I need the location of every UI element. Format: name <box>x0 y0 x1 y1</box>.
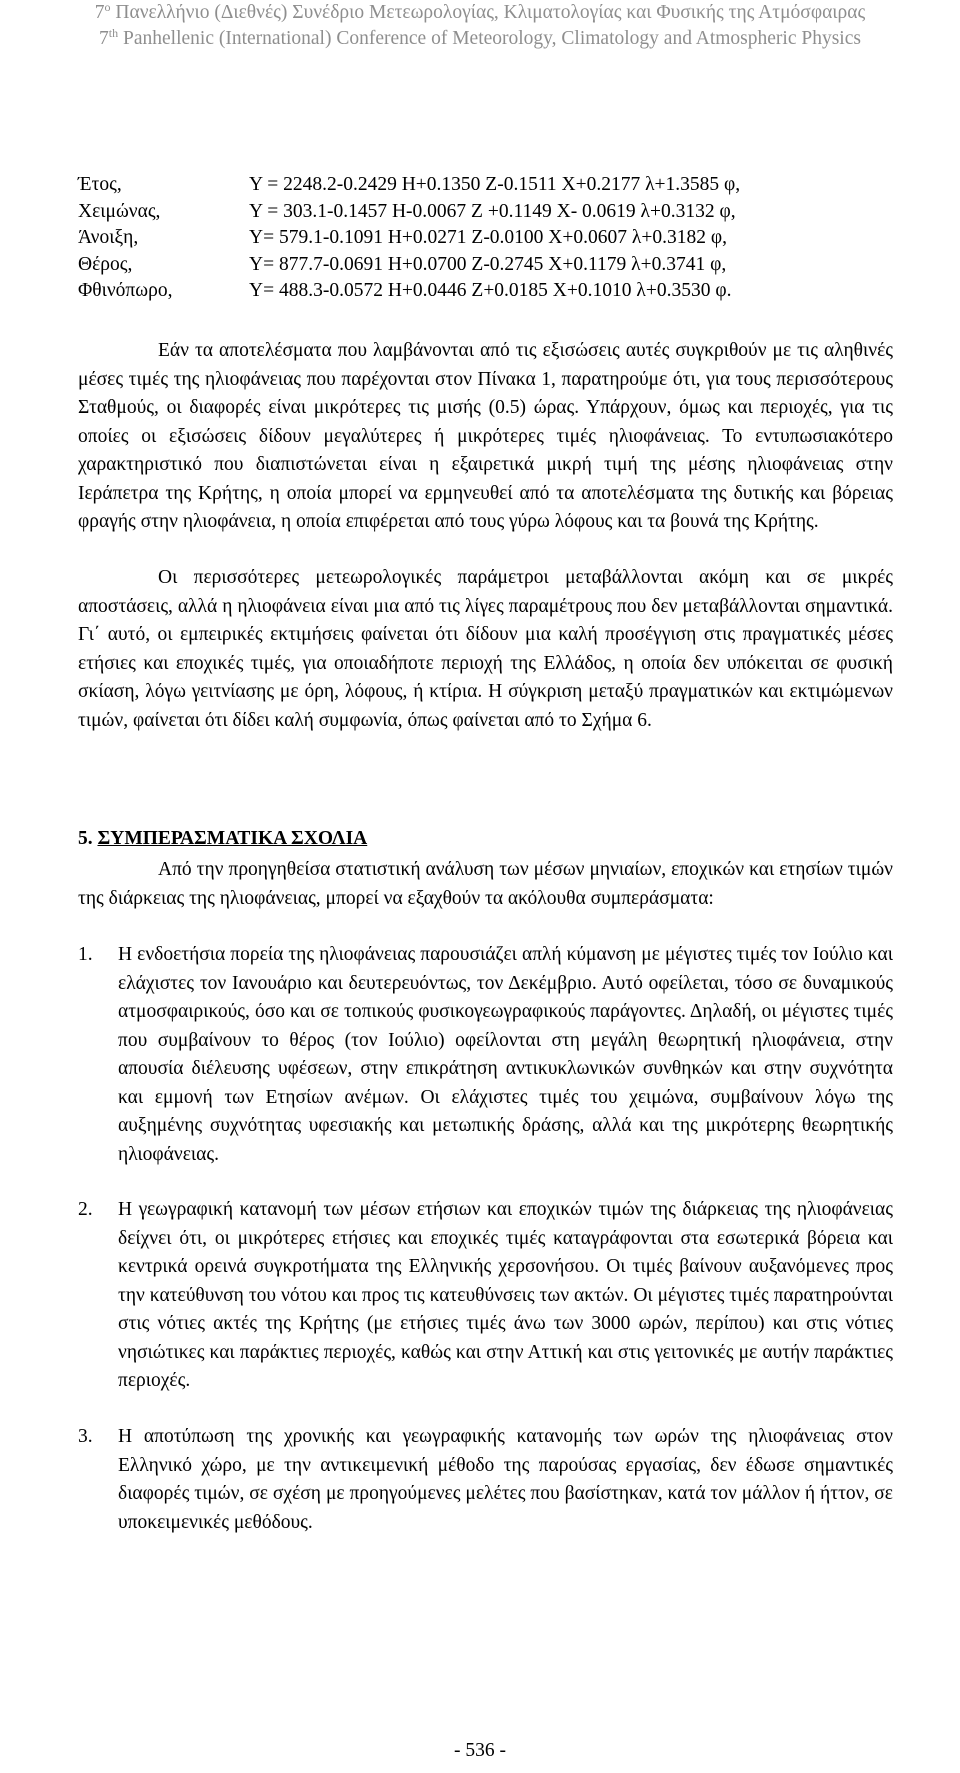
equation-row <box>78 172 898 199</box>
conclusion-text: Η αποτύπωση της χρονικής και γεωγραφικής κατανομής των ωρών της ηλιοφάνειας στον Ελληνικό χώρο, με την αντικειμενική μέθοδο της παρούσας εργασίας, δεν έδωσε σημαντικές διαφορές τιμών, σε σχέση με προηγούμενες μελέτες που βασίστηκαν, κατά τον μάλλον ή ήττον, σε υποκειμενικές μεθόδους. <box>118 1426 893 1533</box>
conclusion-text: Η ενδοετήσια πορεία της ηλιοφάνειας παρουσιάζει απλή κύμανση με μέγιστες τιμές τον Ιούλιο και ελάχιστες τον Ιανουάριο και δευτερευόντως, τον Δεκέμβριο. Αυτό οφείλεται, τόσο σε δυναμικούς ατμοσφαιρικούς, όσο και σε τοπικούς φυσικογεωγραφικούς παράγοντες. Δηλαδή, οι μέγιστες τιμές που συμβαίνουν το θέρος (τον Ιούλιο) οφείλονται στη μεγάλη θεωρητική ηλιοφάνεια, στην απουσία διέλευσης υφέσεων, στην επικράτηση αντικυκλωνικών συνθηκών και στην συχνότητα και εμμονή των Ετησίων ανέμων. Οι ελάχιστες τιμές του χειμώνα, συμβαίνουν λόγω της αυξημένης συχνότητας υφεσιακής και μετωπικής δράσης, αλλά και της μικρότερης θεωρητικής ηλιοφάνειας. <box>118 944 893 1165</box>
paragraph-parameters: Οι περισσότερες μετεωρολογικές παράμετροι μεταβάλλονται ακόμη και σε μικρές αποστάσεις, αλλά η ηλιοφάνεια είναι μια από τις λίγες παραμέτρους που δεν μεταβάλλονται σημαντικά. Γι΄ αυτό, οι εμπειρικές εκτιμήσεις φαίνεται ότι δίδουν μια καλή προσέγγιση στις πραγματικές μέσες ετήσιες και εποχικές τιμές, για οποιαδήποτε περιοχή της Ελλάδος, η οποία δεν υπόκειται σε φυσική σκίαση, λόγω γειτνίασης με όρη, λόφους, ή κτίρια. Η σύγκριση μεταξύ πραγματικών και εκτιμώμενων τιμών, φαίνεται ότι δίδει καλή συμφωνία, όπως φαίνεται από το Σχήμα 6. <box>78 567 893 731</box>
equation-row <box>78 252 898 279</box>
equation-row <box>78 278 898 305</box>
conclusion-item <box>78 1423 893 1537</box>
header-english: 7th Panhellenic (International) Conference of Meteorology, Climatology and Atmospheric Physics <box>99 26 861 49</box>
conclusion-number: 1. <box>78 944 93 965</box>
paragraph-comparison: Εάν τα αποτελέσματα που λαμβάνονται από τις εξισώσεις αυτές συγκριθούν με τις αληθινές μέσες τιμές της ηλιοφάνειας που παρέχονται στον Πίνακα 1, παρατηρούμε ότι, για τους περισσότερους Σταθμούς, οι διαφορές είναι μικρότερες τις μισής (0.5) ώρας. Υπάρχουν, όμως και περιοχές, για τις οποίες οι εξισώσεις δίδουν μεγαλύτερες ή μικρότερες τιμές ηλιοφάνειας. Το εντυπωσιακότερο χαρακτηριστικό που διαπιστώνεται είναι η εξαιρετικά μικρή τιμή της μέσης ηλιοφάνειας στην Ιεράπετρα της Κρήτης, η οποία μπορεί να ερμηνευθεί από τα αποτελέσματα της δυτικής και βόρειας φραγής στην ηλιοφάνεια, η οποία επιφέρεται από τους γύρω λόφους και τα βουνά της Κρήτης. <box>78 340 893 532</box>
equation-season: Έτος, <box>78 174 122 195</box>
equation-formula: Y = 303.1-0.1457 H-0.0067 Z +0.1149 X- 0.0619 λ+0.3132 φ, <box>249 200 736 222</box>
conclusion-item <box>78 941 893 1169</box>
page-number: - 536 - <box>454 1740 506 1761</box>
conclusion-number: 3. <box>78 1426 93 1447</box>
conclusion-text: Η γεωγραφική κατανομή των μέσων ετήσιων και εποχικών τιμών της διάρκειας της ηλιοφάνειας δείχνει ότι, οι μικρότερες ετήσιες και εποχικές τιμές καταγράφονται στα εσωτερικά βόρεια και κεντρικά ορεινά συγκροτήματα της Ελληνικής χερσονήσου. Οι τιμές βαίνουν αυξανόμενες προς την κατεύθυνση του νότου και προς τις κατευθύνσεις των ακτών. Οι μέγιστες τιμές παρατηρούνται στις νότιες ακτές της Κρήτης (με ετήσιες τιμές άνω των 3000 ωρών, περίπου) και στις νότιες νησιώτικες και παράκτιες περιοχές, καθώς και στην Αττική και στις γειτονικές με αυτήν παράκτιες περιοχές. <box>118 1199 893 1391</box>
equation-season: Θέρος, <box>78 253 133 275</box>
conference-header <box>0 0 960 52</box>
section-heading <box>78 828 367 850</box>
section-intro: Από την προηγηθείσα στατιστική ανάλυση των μέσων μηνιαίων, εποχικών και ετησίων τιμών της διάρκειας της ηλιοφάνειας, μπορεί να εξαχθούν τα ακόλουθα συμπεράσματα: <box>78 859 893 909</box>
header-greek: $7^o$ Πανελλήνιο (Διεθνές) Συνέδριο Μετεωρολογίας, Κλιματολογίας και Φυσικής της Ατμόσφαιρας <box>94 0 866 23</box>
section-number: 5. <box>78 828 98 849</box>
regression-equations <box>78 172 898 305</box>
section-title: ΣΥΜΠΕΡΑΣΜΑΤΙΚΑ ΣΧΟΛΙΑ <box>97 828 368 849</box>
equation-formula: Y = 2248.2-0.2429 H+0.1350 Z-0.1511 X+0.2177 λ+1.3585 φ, <box>249 174 741 195</box>
equation-season: Άνοιξη, <box>78 227 139 248</box>
equation-row <box>78 225 898 252</box>
conclusion-item <box>78 1196 893 1396</box>
equation-formula: Y= 877.7-0.0691 H+0.0700 Z-0.2745 X+0.1179 λ+0.3741 φ, <box>249 253 727 275</box>
equation-formula: Y= 579.1-0.1091 H+0.0271 Z-0.0100 X+0.0607 λ+0.3182 φ, <box>249 227 727 248</box>
equation-season: Χειμώνας, <box>78 200 161 222</box>
equation-season: Φθινόπωρο, <box>78 280 173 301</box>
conclusion-number: 2. <box>78 1199 93 1220</box>
equation-row <box>78 199 898 226</box>
equation-formula: Y= 488.3-0.0572 H+0.0446 Z+0.0185 X+0.1010 λ+0.3530 φ. <box>249 280 732 301</box>
